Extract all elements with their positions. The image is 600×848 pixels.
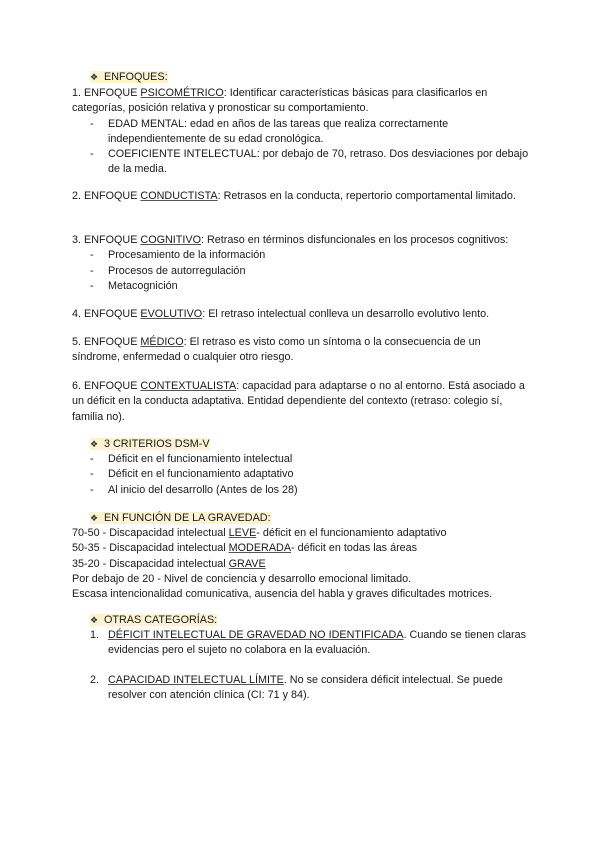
list-item: - Procesos de autorregulación: [90, 264, 246, 277]
list-item: - Al inicio del desarrollo (Antes de los 28): [90, 483, 298, 496]
gravedad-descripcion: Escasa intencionalidad comunicativa, ausencia del habla y graves dificultades motrices.: [72, 588, 493, 601]
list-item: 1. DÉFICIT INTELECTUAL DE GRAVEDAD NO IDENTIFICADA. Cuando se tienen claras evidencias pero el sujeto no colabora en la evaluación.: [90, 629, 527, 657]
gravedad-block: [72, 526, 530, 602]
gravedad-leve: 70-50 - Discapacidad intelectual LEVE- déficit en el funcionamiento adaptativo: [72, 527, 447, 539]
otras-categorias-block-2: [72, 673, 530, 704]
criterios-list: [72, 452, 530, 498]
list-item: - Déficit en el funcionamiento adaptativo: [90, 468, 294, 481]
list-item: - COEFICIENTE INTELECTUAL: por debajo de 70, retraso. Dos desviaciones por debajo de la media.: [90, 148, 529, 176]
enfoque-contextualista: 6. ENFOQUE CONTEXTUALISTA: capacidad para adaptarse o no al entorno. Está asociado a un déficit en la conducta adaptativa. Entidad dependiente del contexto (retraso: colegio sí, familia no).: [72, 380, 525, 423]
diamond-bullet-icon: ❖: [90, 72, 99, 82]
enfoque-cognitivo: 3. ENFOQUE COGNITIVO: Retraso en términos disfuncionales en los procesos cognitivos: - Procesamiento de la información - Procesos de autorregulación - Metacognición: [72, 233, 530, 294]
list-item: - Metacognición: [90, 279, 178, 292]
enfoque-psicometrico: [72, 86, 530, 178]
otras-categorias-list: [72, 628, 530, 659]
diamond-bullet-icon: ❖: [90, 439, 99, 449]
heading-otras-categorias: ❖ OTRAS CATEGORÍAS:: [90, 613, 217, 628]
enfoque-medico: 5. ENFOQUE MÉDICO: El retraso es visto como un síntoma o la consecuencia de un síndrome, enfermedad o cualquier otro riesgo.: [72, 336, 481, 364]
list-item: 2. CAPACIDAD INTELECTUAL LÍMITE. No se considera déficit intelectual. Se puede resolver con atención clínica (CI: 71 y 84).: [90, 674, 503, 702]
gravedad-profunda: Por debajo de 20 - Nivel de conciencia y desarrollo emocional limitado.: [72, 572, 412, 585]
criterios-list-block: [72, 452, 530, 498]
term-contextualista: CONTEXTUALISTA: [140, 380, 237, 392]
heading-gravedad: ❖ EN FUNCIÓN DE LA GRAVEDAD:: [90, 511, 271, 526]
heading-enfoques: ❖ ENFOQUES:: [90, 70, 168, 85]
enfoque-evolutivo: 4. ENFOQUE EVOLUTIVO: El retraso intelectual conlleva un desarrollo evolutivo lento.: [72, 308, 490, 320]
term-conductista: CONDUCTISTA: [140, 190, 218, 202]
list-item: - Procesamiento de la información: [90, 249, 266, 262]
enfoque-1-list: [72, 117, 530, 178]
list-item: - EDAD MENTAL: edad en años de las tareas que realiza correctamente independientemente de su edad cronológica.: [90, 117, 449, 145]
gravedad-grave: 35-20 - Discapacidad intelectual GRAVE: [72, 557, 266, 570]
term-medico: MÉDICO: [140, 336, 184, 348]
enfoque-3-list: [72, 248, 530, 294]
list-item: - Déficit en el funcionamiento intelectual: [90, 453, 293, 465]
enfoque-1-paragraph: 1. ENFOQUE PSICOMÉTRICO: Identificar características básicas para clasificarlos en categorías, posición relativa y pronosticar su comportamiento.: [72, 87, 488, 115]
otras-categorias-block: [72, 628, 530, 659]
diamond-bullet-icon: ❖: [90, 615, 99, 625]
diamond-bullet-icon: ❖: [90, 513, 99, 523]
term-evolutivo: EVOLUTIVO: [140, 308, 203, 320]
enfoque-conductista: 2. ENFOQUE CONDUCTISTA: Retrasos en la conducta, repertorio comportamental limitado.: [72, 190, 516, 202]
term-psicometrico: PSICOMÉTRICO: [140, 87, 224, 99]
term-cognitivo: COGNITIVO: [140, 234, 201, 246]
heading-criterios: ❖ 3 CRITERIOS DSM-V: [90, 437, 210, 452]
gravedad-moderada: 50-35 - Discapacidad intelectual MODERADA- déficit en todas las áreas: [72, 542, 418, 555]
